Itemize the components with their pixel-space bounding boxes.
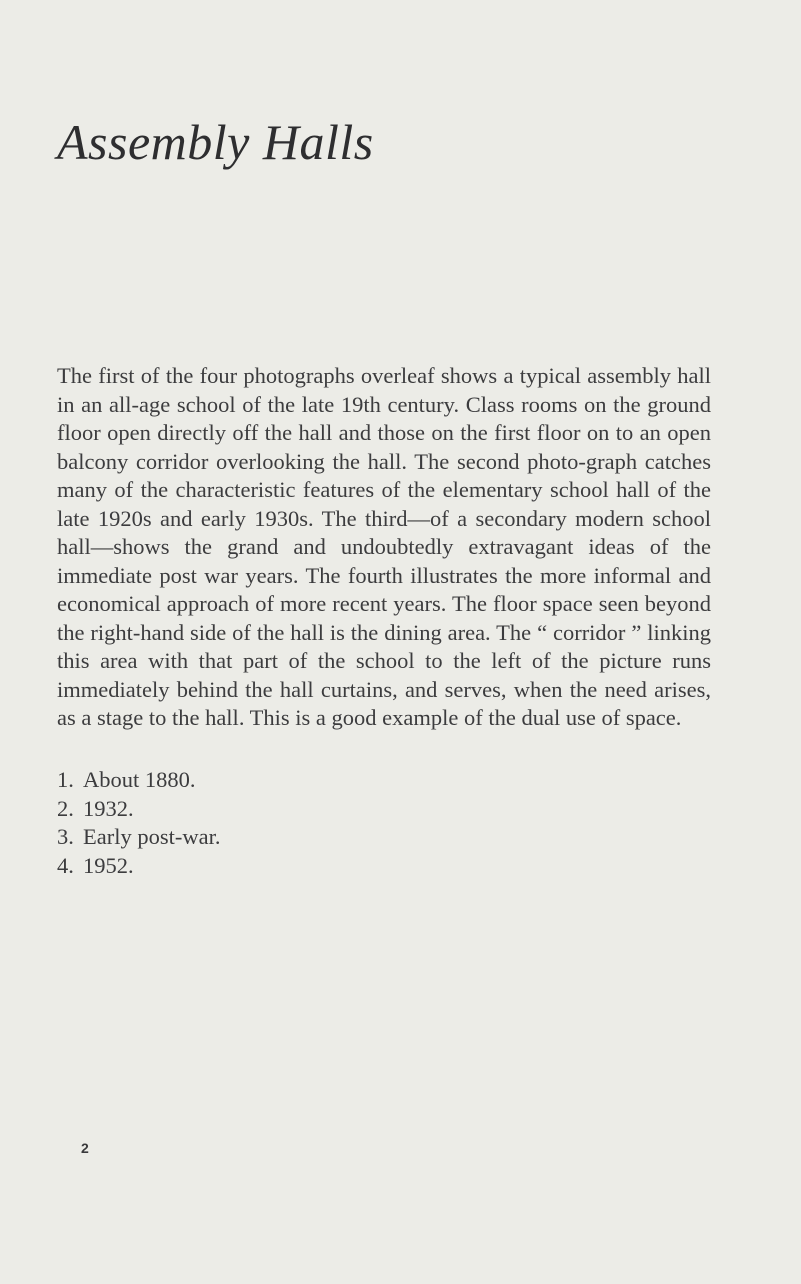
caption-number: 1. — [57, 767, 74, 792]
page-number: 2 — [81, 1140, 89, 1156]
caption-number: 4. — [57, 852, 74, 878]
photo-caption-list — [57, 766, 220, 880]
caption-text: Early post-war. — [83, 824, 221, 849]
list-item — [57, 795, 220, 824]
caption-number: 3. — [57, 824, 74, 849]
body-paragraph: The first of the four photographs overleaf shows a typical assembly hall in an all-age school of the late 19th century. Class rooms on the ground floor open directly off the hall and those on the first floor on to an open balcony corridor overlooking the hall. The second photo-graph catches many of the characteristic features of the elementary school hall of the late 1920s and early 1930s. The third—of a secondary modern school hall—shows the grand and undoubtedly extravagant ideas of the immediate post war years. The fourth illustrates the more informal and economical approach of more recent years. The floor space seen beyond the right-hand side of the hall is the dining area. The “ corridor ” linking this area with that part of the school to the left of the picture runs immediately behind the hall curtains, and serves, when the need arises, as a stage to the hall. This is a good example of the dual use of space. — [57, 363, 711, 730]
caption-number: 2. — [57, 795, 74, 821]
list-item — [57, 823, 220, 852]
list-item — [57, 852, 220, 881]
list-item — [57, 766, 220, 795]
page-title: Assembly Halls — [57, 114, 374, 170]
caption-text: 1932. — [83, 795, 134, 821]
caption-text: 1952. — [83, 852, 134, 878]
caption-text: About 1880. — [83, 767, 196, 792]
